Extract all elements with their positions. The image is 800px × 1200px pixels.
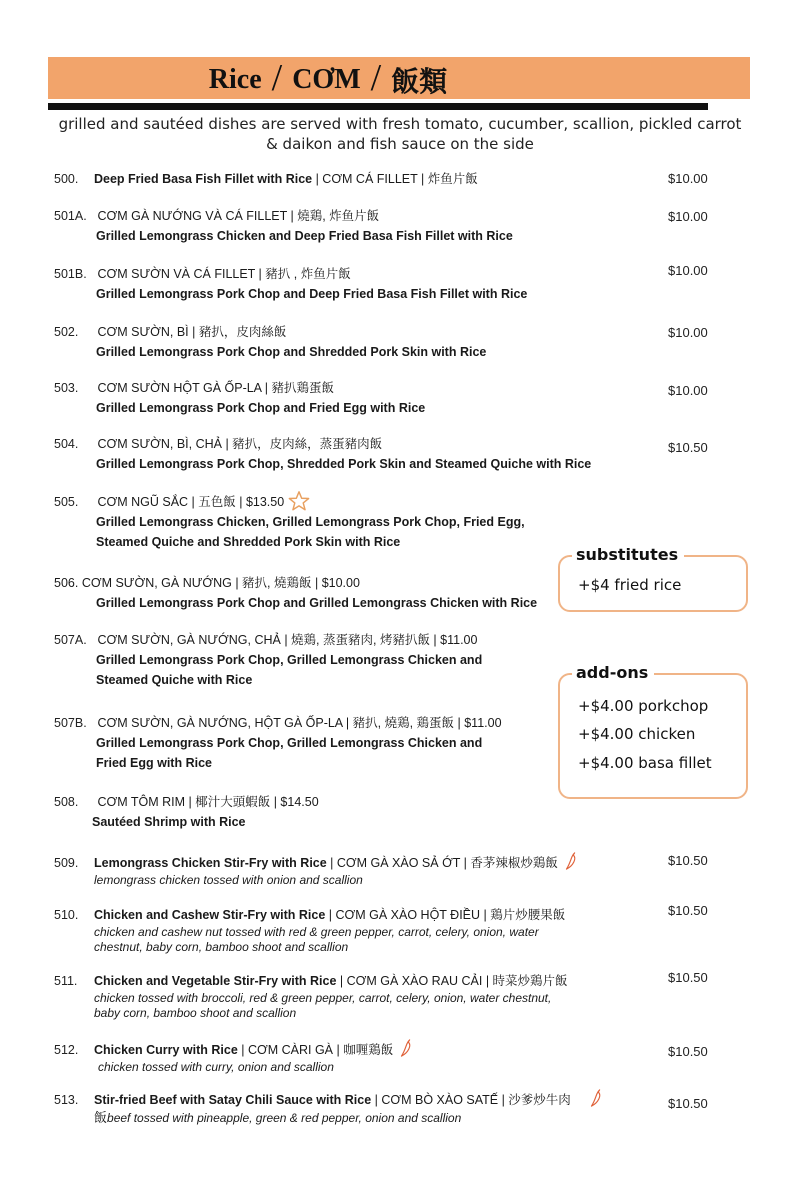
page-title	[48, 57, 608, 103]
item-description: Fried Egg with Rice	[96, 756, 212, 770]
title-zh: 飯類	[391, 65, 448, 98]
item-number: 502.	[54, 325, 79, 339]
item-description: Grilled Lemongrass Chicken, Grilled Lemongrass Pork Chop, Fried Egg,	[96, 515, 525, 529]
menu-item-501a	[54, 206, 654, 246]
item-name-translations: | CƠM CÀRI GÀ | 咖喱鶏飯	[237, 1043, 394, 1057]
header-rule	[48, 103, 708, 110]
menu-item-502	[54, 322, 654, 362]
item-name: CƠM NGŨ SẮC | 五色飯 | $13.50	[97, 495, 285, 509]
menu-item-500	[54, 169, 654, 189]
chili-pepper-icon	[562, 850, 580, 872]
addon-item: +$4.00 basa fillet	[578, 754, 712, 772]
item-name: CƠM SƯỜN, GÀ NƯỚNG | 豬扒, 燒鶏飯 | $10.00	[81, 576, 360, 590]
title-en: Rice	[208, 64, 262, 95]
item-description: Steamed Quiche and Shredded Pork Skin with Rice	[96, 535, 401, 549]
item-name: CƠM GÀ NƯỚNG VÀ CÁ FILLET | 燒鶏, 炸鱼片飯	[97, 209, 380, 223]
item-number: 501A.	[54, 209, 87, 223]
item-number: 511.	[54, 974, 78, 988]
item-name: Chicken and Vegetable Stir-Fry with Rice	[94, 974, 337, 988]
item-name-zh-cont: 飯	[94, 1110, 108, 1125]
item-description: Grilled Lemongrass Pork Chop and Fried Egg with Rice	[96, 401, 426, 415]
item-description: Grilled Lemongrass Pork Chop, Grilled Lemongrass Chicken and	[96, 653, 483, 667]
item-price: $10.50	[668, 440, 708, 455]
menu-item-509	[54, 850, 654, 888]
item-name-translations: | CƠM BÒ XÀO SATẾ | 沙爹炒牛肉	[371, 1093, 571, 1107]
chili-pepper-icon	[587, 1087, 605, 1109]
item-price: $10.00	[668, 171, 708, 186]
item-price: $10.00	[668, 325, 708, 340]
menu-subtitle	[40, 114, 760, 154]
subtitle-line: grilled and sautéed dishes are served with fresh tomato, cucumber, scallion, pickled carrot	[58, 115, 742, 133]
item-number: 513.	[54, 1093, 79, 1107]
item-price: $10.00	[668, 383, 708, 398]
addons-title: add-ons	[572, 663, 654, 682]
title-separator: /	[271, 57, 283, 99]
item-price: $10.00	[668, 263, 708, 278]
item-description: chicken tossed with curry, onion and scallion	[98, 1060, 334, 1074]
item-name: CƠM SƯỜN HỘT GÀ ỐP-LA | 豬扒鶏蛋飯	[97, 381, 335, 395]
addon-item: +$4.00 chicken	[578, 725, 696, 743]
item-description: chicken tossed with broccoli, red & green pepper, carrot, celery, onion, water chestnut,	[94, 991, 552, 1005]
item-name-translations: | CƠM GÀ XÀO SẢ ỚT | 香茅辣椒炒鶏飯	[326, 856, 558, 870]
item-name: Chicken and Cashew Stir-Fry with Rice	[94, 908, 326, 922]
item-price: $10.00	[668, 209, 708, 224]
item-name-translations: | CƠM GÀ XÀO HỘT ĐIỀU | 鶏片炒腰果飯	[325, 908, 566, 922]
item-number: 510.	[54, 908, 79, 922]
item-description: Steamed Quiche with Rice	[96, 673, 253, 687]
item-price: $10.50	[668, 1044, 708, 1059]
star-icon	[288, 490, 310, 512]
item-price: $10.50	[668, 853, 708, 868]
menu-item-508	[54, 792, 654, 832]
menu-item-501b	[54, 264, 654, 304]
item-name: CƠM SƯỜN, GÀ NƯỚNG, CHẢ | 燒鶏, 蒸蛋豬肉, 烤豬扒飯 | $11.00	[97, 633, 478, 647]
item-description: chestnut, baby corn, bamboo shoot and scallion	[94, 940, 349, 954]
item-number: 505.	[54, 495, 79, 509]
title-separator: /	[370, 57, 382, 99]
addon-item: +$4.00 porkchop	[578, 697, 709, 715]
item-name: Chicken Curry with Rice	[94, 1043, 238, 1057]
item-number: 506.	[54, 576, 79, 590]
item-description: lemongrass chicken tossed with onion and scallion	[94, 873, 363, 887]
chili-pepper-icon	[397, 1037, 415, 1059]
menu-item-513	[54, 1087, 654, 1126]
item-number: 508.	[54, 795, 79, 809]
item-name-translations: | CƠM CÁ FILLET | 炸鱼片飯	[312, 172, 478, 186]
item-description: chicken and cashew nut tossed with red & green pepper, carrot, celery, onion, water	[94, 925, 539, 939]
menu-item-503	[54, 378, 654, 418]
item-price: $10.50	[668, 1096, 708, 1111]
item-name: CƠM SƯỜN, GÀ NƯỚNG, HỘT GÀ ỐP-LA | 豬扒, 燒鶏, 鶏蛋飯 | $11.00	[97, 716, 502, 730]
item-name: CƠM SƯỜN VÀ CÁ FILLET | 豬扒 , 炸鱼片飯	[97, 267, 351, 281]
item-description: beef tossed with pineapple, green & red pepper, onion and scallion	[107, 1111, 462, 1125]
item-number: 512.	[54, 1043, 79, 1057]
item-number: 503.	[54, 381, 79, 395]
menu-item-505	[54, 490, 654, 552]
item-number: 504.	[54, 437, 79, 451]
item-name: Stir-fried Beef with Satay Chili Sauce with Rice	[94, 1093, 372, 1107]
item-description: Grilled Lemongrass Pork Chop and Deep Fried Basa Fish Fillet with Rice	[96, 287, 528, 301]
item-price: $10.50	[668, 970, 708, 985]
item-name: CƠM TÔM RIM | 椰汁大頭蝦飯 | $14.50	[97, 795, 319, 809]
substitutes-title: substitutes	[572, 545, 684, 564]
item-number: 507A.	[54, 633, 87, 647]
item-number: 509.	[54, 856, 79, 870]
subtitle-line: & daikon and fish sauce on the side	[266, 135, 534, 153]
menu-item-511	[54, 971, 654, 1021]
substitute-item: +$4 fried rice	[578, 576, 682, 594]
item-name: Lemongrass Chicken Stir-Fry with Rice	[94, 856, 327, 870]
menu-item-504	[54, 434, 654, 474]
item-number: 507B.	[54, 716, 87, 730]
menu-item-510	[54, 905, 654, 955]
item-name: CƠM SƯỜN, BÌ | 豬扒，皮肉絲飯	[97, 325, 287, 339]
title-vi: CƠM	[292, 64, 361, 95]
item-description: Grilled Lemongrass Pork Chop, Grilled Lemongrass Chicken and	[96, 736, 483, 750]
item-description: Grilled Lemongrass Pork Chop and Grilled Lemongrass Chicken with Rice	[96, 596, 538, 610]
item-description: Sautéed Shrimp with Rice	[92, 815, 246, 829]
item-description: Grilled Lemongrass Chicken and Deep Fried Basa Fish Fillet with Rice	[96, 229, 513, 243]
item-description: baby corn, bamboo shoot and scallion	[94, 1006, 297, 1020]
item-name-translations: | CƠM GÀ XÀO RAU CẢI | 時菜炒鶏片飯	[336, 974, 568, 988]
menu-item-512	[54, 1037, 654, 1075]
item-description: Grilled Lemongrass Pork Chop, Shredded Pork Skin and Steamed Quiche with Rice	[96, 457, 592, 471]
item-name: Deep Fried Basa Fish Fillet with Rice	[94, 172, 313, 186]
item-price: $10.50	[668, 903, 708, 918]
item-number: 501B.	[54, 267, 87, 281]
item-number: 500.	[54, 172, 79, 186]
item-description: Grilled Lemongrass Pork Chop and Shredded Pork Skin with Rice	[96, 345, 487, 359]
item-name: CƠM SƯỜN, BÌ, CHẢ | 豬扒，皮肉絲，蒸蛋豬肉飯	[97, 437, 383, 451]
